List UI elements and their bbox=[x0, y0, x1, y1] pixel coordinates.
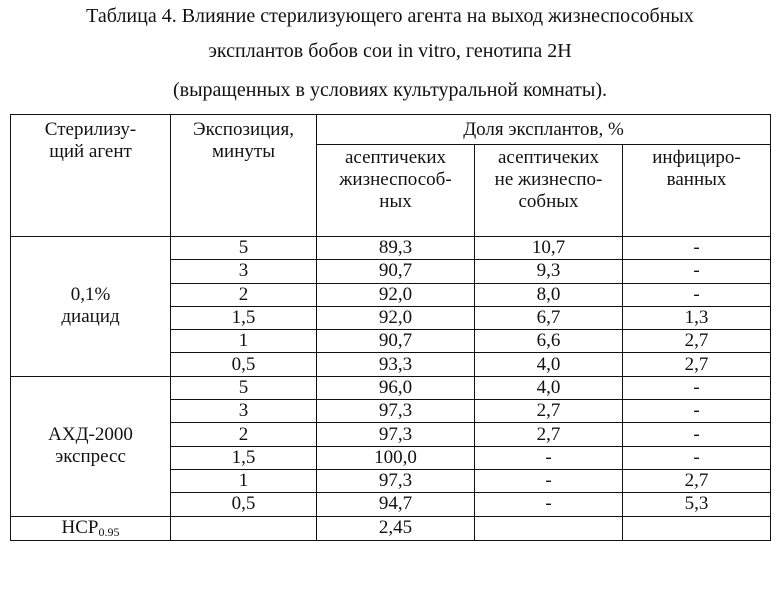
exposure-cell: 1 bbox=[171, 469, 317, 492]
aseptic-nonviable-cell: 6,6 bbox=[475, 330, 623, 353]
exposure-cell: 0,5 bbox=[171, 493, 317, 516]
aseptic-viable-cell: 90,7 bbox=[317, 260, 475, 283]
lsd-empty-cell bbox=[475, 516, 623, 540]
exposure-cell: 0,5 bbox=[171, 353, 317, 376]
aseptic-nonviable-cell: - bbox=[475, 446, 623, 469]
aseptic-nonviable-cell: 4,0 bbox=[475, 353, 623, 376]
aseptic-viable-cell: 96,0 bbox=[317, 376, 475, 399]
header-aseptic-nonviable: асептичеких не жизнеспо- собных bbox=[475, 145, 623, 237]
aseptic-viable-cell: 93,3 bbox=[317, 353, 475, 376]
exposure-cell: 5 bbox=[171, 237, 317, 260]
aseptic-nonviable-cell: 6,7 bbox=[475, 306, 623, 329]
lsd-label-cell: НСР0.95 bbox=[11, 516, 171, 540]
aseptic-viable-cell: 97,3 bbox=[317, 423, 475, 446]
infected-cell: - bbox=[623, 237, 771, 260]
infected-cell: - bbox=[623, 423, 771, 446]
lsd-row bbox=[11, 516, 771, 540]
aseptic-nonviable-cell: 10,7 bbox=[475, 237, 623, 260]
infected-cell: 5,3 bbox=[623, 493, 771, 516]
header-agent: Стерилизу- щий агент bbox=[11, 115, 171, 237]
infected-cell: 1,3 bbox=[623, 306, 771, 329]
aseptic-nonviable-cell: 4,0 bbox=[475, 376, 623, 399]
exposure-cell: 1,5 bbox=[171, 446, 317, 469]
infected-cell: 2,7 bbox=[623, 353, 771, 376]
aseptic-viable-cell: 97,3 bbox=[317, 400, 475, 423]
infected-cell: - bbox=[623, 446, 771, 469]
aseptic-viable-cell: 97,3 bbox=[317, 469, 475, 492]
table-caption-line-1: Таблица 4. Влияние стерилизующего агента на выход жизнеспособных bbox=[86, 5, 694, 27]
infected-cell: 2,7 bbox=[623, 469, 771, 492]
agent-cell: АХД-2000 экспресс bbox=[11, 376, 171, 516]
infected-cell: - bbox=[623, 376, 771, 399]
aseptic-nonviable-cell: - bbox=[475, 469, 623, 492]
table-caption-line-2: эксплантов бобов сои in vitro, генотипа 2Н bbox=[208, 40, 572, 62]
header-aseptic-viable: асептичеких жизнеспособ- ных bbox=[317, 145, 475, 237]
aseptic-nonviable-cell: 8,0 bbox=[475, 283, 623, 306]
aseptic-viable-cell: 90,7 bbox=[317, 330, 475, 353]
header-explant-share: Доля эксплантов, % bbox=[317, 115, 771, 145]
exposure-cell: 3 bbox=[171, 400, 317, 423]
results-table bbox=[10, 114, 771, 541]
exposure-cell: 1,5 bbox=[171, 306, 317, 329]
lsd-empty-cell bbox=[171, 516, 317, 540]
infected-cell: - bbox=[623, 283, 771, 306]
exposure-cell: 2 bbox=[171, 283, 317, 306]
table-row bbox=[11, 237, 771, 260]
aseptic-viable-cell: 100,0 bbox=[317, 446, 475, 469]
exposure-cell: 2 bbox=[171, 423, 317, 446]
infected-cell: 2,7 bbox=[623, 330, 771, 353]
table-row bbox=[11, 376, 771, 399]
aseptic-viable-cell: 89,3 bbox=[317, 237, 475, 260]
aseptic-viable-cell: 94,7 bbox=[317, 493, 475, 516]
aseptic-nonviable-cell: - bbox=[475, 493, 623, 516]
infected-cell: - bbox=[623, 260, 771, 283]
header-exposure: Экспозиция, минуты bbox=[171, 115, 317, 237]
lsd-value-cell: 2,45 bbox=[317, 516, 475, 540]
lsd-empty-cell bbox=[623, 516, 771, 540]
table-caption-line-3: (выращенных в условиях культуральной комнаты). bbox=[173, 79, 607, 101]
infected-cell: - bbox=[623, 400, 771, 423]
aseptic-viable-cell: 92,0 bbox=[317, 306, 475, 329]
agent-cell: 0,1% диацид bbox=[11, 237, 171, 377]
aseptic-nonviable-cell: 2,7 bbox=[475, 423, 623, 446]
aseptic-viable-cell: 92,0 bbox=[317, 283, 475, 306]
exposure-cell: 5 bbox=[171, 376, 317, 399]
exposure-cell: 1 bbox=[171, 330, 317, 353]
header-infected: инфициро- ванных bbox=[623, 145, 771, 237]
aseptic-nonviable-cell: 9,3 bbox=[475, 260, 623, 283]
exposure-cell: 3 bbox=[171, 260, 317, 283]
aseptic-nonviable-cell: 2,7 bbox=[475, 400, 623, 423]
